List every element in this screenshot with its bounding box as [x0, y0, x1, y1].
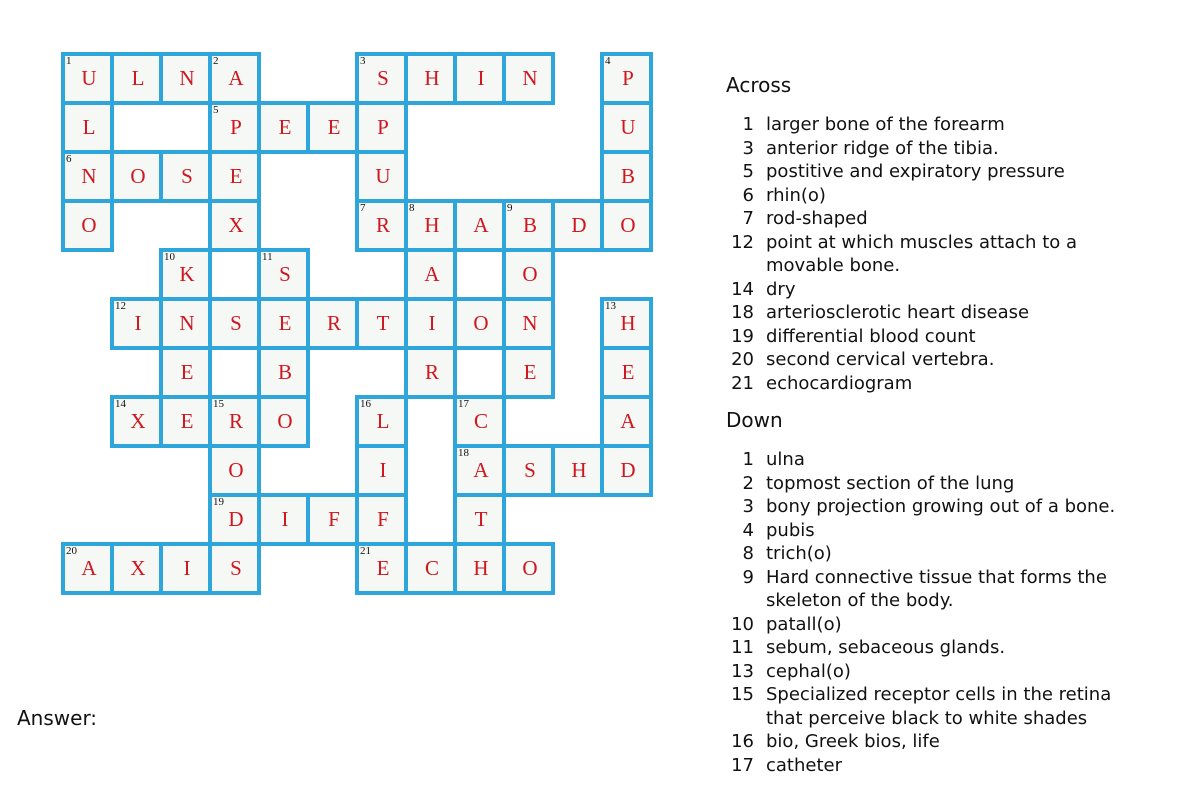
grid-cell[interactable]: [600, 444, 653, 497]
cell-letter: S: [279, 262, 291, 286]
clue-number: 3: [742, 496, 754, 517]
grid-cell[interactable]: [453, 199, 506, 252]
down-clue-10: [726, 613, 1136, 637]
cell-letter: X: [228, 213, 244, 237]
grid-cell[interactable]: [159, 52, 212, 105]
clue-number: 13: [731, 660, 754, 682]
grid-cell[interactable]: [600, 346, 653, 399]
grid-gap-cell: [453, 346, 506, 399]
grid-cell[interactable]: [110, 150, 163, 203]
grid-cell[interactable]: [355, 150, 408, 203]
grid-cell[interactable]: [208, 493, 261, 546]
down-clue-15: [726, 683, 1136, 730]
cell-letter: P: [230, 115, 242, 139]
grid-cell[interactable]: [551, 444, 604, 497]
cell-letter: R: [424, 360, 439, 384]
across-clue-7: [726, 207, 1136, 231]
clue-text: second cervical vertebra.: [766, 349, 995, 370]
cell-letter: X: [130, 409, 146, 433]
grid-cell[interactable]: [355, 542, 408, 595]
cell-letter: S: [181, 164, 193, 188]
clue-number: 18: [458, 447, 469, 459]
grid-cell[interactable]: [600, 199, 653, 252]
clue-number: 1: [742, 449, 754, 470]
grid-cell[interactable]: [257, 346, 310, 399]
grid-cell[interactable]: [159, 542, 212, 595]
cell-letter: H: [424, 213, 440, 237]
cell-letter: [457, 350, 502, 395]
clue-text: differential blood count: [766, 325, 976, 347]
clue-number: 3: [360, 55, 366, 67]
grid-cell[interactable]: [355, 444, 408, 497]
clue-number: 10: [731, 613, 754, 635]
clue-number: 18: [731, 302, 754, 323]
cell-letter: N: [179, 66, 195, 90]
clue-number: 8: [409, 202, 415, 214]
clue-number: 8: [742, 543, 754, 564]
grid-cell[interactable]: [355, 493, 408, 546]
cell-letter: L: [82, 115, 96, 139]
cell-letter: T: [376, 311, 390, 335]
cell-letter: H: [424, 66, 440, 90]
cell-letter: E: [180, 360, 194, 384]
across-clue-6: [726, 184, 1136, 208]
cell-letter: T: [474, 507, 488, 531]
cell-letter: O: [277, 409, 293, 433]
down-clue-17: [726, 754, 1136, 778]
clue-text: arteriosclerotic heart disease: [766, 302, 1030, 323]
grid-cell[interactable]: [208, 199, 261, 252]
cell-letter: A: [228, 66, 244, 90]
grid-cell[interactable]: [404, 52, 457, 105]
grid-cell[interactable]: [404, 542, 457, 595]
grid-cell[interactable]: [159, 150, 212, 203]
cell-letter: O: [473, 311, 489, 335]
cell-letter: [212, 252, 257, 297]
across-clue-20: [726, 348, 1136, 372]
grid-cell[interactable]: [502, 248, 555, 301]
clue-text: catheter: [766, 754, 842, 776]
cell-letter: E: [278, 115, 292, 139]
clue-number: 4: [742, 519, 754, 541]
cell-letter: B: [620, 164, 635, 188]
cell-letter: O: [522, 262, 538, 286]
cell-letter: [212, 350, 257, 395]
grid-cell[interactable]: [306, 101, 359, 154]
cell-letter: E: [327, 115, 341, 139]
clue-text: sebum, sebaceous glands.: [766, 637, 1006, 658]
grid-cell[interactable]: [208, 395, 261, 448]
cell-letter: X: [130, 556, 146, 580]
clue-text: echocardiogram: [766, 372, 913, 394]
grid-cell[interactable]: [208, 150, 261, 203]
grid-cell[interactable]: [453, 52, 506, 105]
grid-cell[interactable]: [208, 101, 261, 154]
grid-cell[interactable]: [600, 52, 653, 105]
clue-number: 17: [458, 398, 469, 410]
grid-cell[interactable]: [208, 542, 261, 595]
grid-cell[interactable]: [502, 199, 555, 252]
clue-number: 19: [731, 325, 754, 347]
clue-number: 6: [742, 184, 754, 206]
clue-text: Hard connective tissue that forms the skeleton of the body.: [766, 566, 1107, 611]
grid-cell[interactable]: [355, 395, 408, 448]
cell-letter: B: [522, 213, 537, 237]
down-clue-1: [726, 448, 1136, 472]
across-section: [726, 73, 1136, 395]
clue-number: 16: [731, 731, 754, 752]
cell-letter: R: [228, 409, 243, 433]
grid-cell[interactable]: [159, 346, 212, 399]
clue-text: ulna: [766, 449, 805, 470]
clue-number: 15: [731, 684, 754, 705]
grid-cell[interactable]: [404, 297, 457, 350]
clue-number: 1: [742, 114, 754, 135]
clue-text: postitive and expiratory pressure: [766, 161, 1065, 182]
clue-number: 4: [605, 55, 611, 67]
cell-letter: A: [81, 556, 97, 580]
grid-cell[interactable]: [404, 248, 457, 301]
cell-letter: O: [130, 164, 146, 188]
grid-cell[interactable]: [453, 297, 506, 350]
cell-letter: S: [230, 311, 242, 335]
cell-letter: U: [81, 66, 97, 90]
grid-cell[interactable]: [600, 297, 653, 350]
across-clue-1: [726, 113, 1136, 137]
clue-number: 9: [507, 202, 513, 214]
across-clue-19: [726, 325, 1136, 349]
cell-letter: D: [620, 458, 636, 482]
grid-cell[interactable]: [600, 395, 653, 448]
cell-letter: I: [477, 66, 485, 90]
grid-cell[interactable]: [453, 542, 506, 595]
clue-text: larger bone of the forearm: [766, 114, 1005, 135]
grid-cell[interactable]: [453, 444, 506, 497]
grid-cell[interactable]: [257, 395, 310, 448]
grid-cell[interactable]: [600, 150, 653, 203]
clue-text: point at which muscles attach to a movable bone.: [766, 231, 1078, 276]
cell-letter: R: [326, 311, 341, 335]
grid-cell[interactable]: [502, 444, 555, 497]
cell-letter: A: [620, 409, 636, 433]
cell-letter: O: [228, 458, 244, 482]
grid-cell[interactable]: [355, 101, 408, 154]
clue-number: 16: [360, 398, 371, 410]
grid-gap-cell: [208, 248, 261, 301]
clue-number: 15: [213, 398, 224, 410]
across-clue-3: [726, 137, 1136, 161]
cell-letter: O: [522, 556, 538, 580]
across-clue-18: [726, 301, 1136, 325]
down-clue-list: [726, 448, 1136, 777]
clue-number: 3: [742, 137, 754, 159]
clue-number: 12: [115, 300, 126, 312]
grid-cell[interactable]: [306, 297, 359, 350]
cell-letter: R: [375, 213, 390, 237]
grid-cell[interactable]: [257, 297, 310, 350]
cell-letter: E: [278, 311, 292, 335]
grid-cell[interactable]: [355, 297, 408, 350]
grid-cell[interactable]: [110, 542, 163, 595]
clue-number: 21: [731, 372, 754, 394]
clue-text: patall(o): [766, 613, 842, 635]
cell-letter: E: [523, 360, 537, 384]
cell-letter: H: [571, 458, 587, 482]
grid-cell[interactable]: [159, 248, 212, 301]
cell-letter: L: [131, 66, 145, 90]
grid-gap-cell: [453, 248, 506, 301]
cell-letter: O: [620, 213, 636, 237]
clue-number: 7: [742, 208, 754, 229]
across-clue-12: [726, 231, 1136, 278]
cell-letter: H: [620, 311, 636, 335]
cell-letter: I: [183, 556, 191, 580]
cell-letter: C: [473, 409, 488, 433]
clue-number: 20: [66, 545, 77, 557]
clue-text: pubis: [766, 519, 815, 541]
cell-letter: N: [522, 66, 538, 90]
cell-letter: U: [375, 164, 391, 188]
cell-letter: N: [179, 311, 195, 335]
grid-cell[interactable]: [61, 150, 114, 203]
clue-number: 5: [742, 161, 754, 182]
down-clue-9: [726, 566, 1136, 613]
clue-number: 7: [360, 202, 366, 214]
grid-cell[interactable]: [257, 493, 310, 546]
grid-cell[interactable]: [502, 346, 555, 399]
grid-cell[interactable]: [453, 493, 506, 546]
cell-letter: N: [81, 164, 97, 188]
across-clue-list: [726, 113, 1136, 395]
grid-cell[interactable]: [61, 542, 114, 595]
clue-text: topmost section of the lung: [766, 472, 1015, 494]
clue-text: rod-shaped: [766, 208, 868, 229]
clue-number: 14: [115, 398, 126, 410]
cell-letter: P: [622, 66, 634, 90]
grid-cell[interactable]: [404, 199, 457, 252]
cell-letter: E: [376, 556, 390, 580]
cell-letter: C: [424, 556, 439, 580]
cell-letter: S: [377, 66, 389, 90]
cell-letter: H: [473, 556, 489, 580]
cell-letter: S: [524, 458, 536, 482]
grid-cell[interactable]: [502, 297, 555, 350]
across-clue-5: [726, 160, 1136, 184]
cell-letter: F: [377, 507, 389, 531]
clue-text: rhin(o): [766, 184, 826, 206]
cell-letter: L: [376, 409, 390, 433]
grid-cell[interactable]: [110, 297, 163, 350]
grid-cell[interactable]: [257, 248, 310, 301]
clue-number: 1: [66, 55, 72, 67]
grid-cell[interactable]: [502, 52, 555, 105]
cell-letter: E: [229, 164, 243, 188]
clue-number: 19: [213, 496, 224, 508]
grid-cell[interactable]: [159, 395, 212, 448]
cell-letter: [457, 252, 502, 297]
cell-letter: E: [180, 409, 194, 433]
cell-letter: F: [328, 507, 340, 531]
cell-letter: U: [620, 115, 636, 139]
grid-cell[interactable]: [355, 199, 408, 252]
cell-letter: A: [424, 262, 440, 286]
cell-letter: I: [281, 507, 289, 531]
grid-cell[interactable]: [404, 346, 457, 399]
clue-text: cephal(o): [766, 660, 851, 682]
crossword-grid: [61, 52, 655, 597]
grid-cell[interactable]: [110, 395, 163, 448]
clue-number: 2: [213, 55, 219, 67]
grid-cell[interactable]: [110, 52, 163, 105]
down-heading: Down: [726, 408, 783, 432]
clue-number: 21: [360, 545, 371, 557]
clue-number: 20: [731, 349, 754, 370]
clue-number: 11: [262, 251, 273, 263]
down-section: [726, 408, 1136, 777]
clue-text: Specialized receptor cells in the retina that perceive black to white shades: [766, 684, 1112, 729]
clue-number: 5: [213, 104, 219, 116]
cell-letter: A: [473, 458, 489, 482]
across-clue-21: [726, 372, 1136, 396]
cell-letter: I: [379, 458, 387, 482]
clue-text: bio, Greek bios, life: [766, 731, 940, 752]
clue-number: 12: [731, 231, 754, 253]
clue-number: 13: [605, 300, 616, 312]
grid-cell[interactable]: [600, 101, 653, 154]
clue-text: dry: [766, 278, 796, 300]
grid-cell[interactable]: [551, 199, 604, 252]
cell-letter: B: [277, 360, 292, 384]
grid-cell[interactable]: [208, 444, 261, 497]
grid-cell[interactable]: [502, 542, 555, 595]
grid-cell[interactable]: [208, 297, 261, 350]
clue-number: 6: [66, 153, 72, 165]
cell-letter: O: [81, 213, 97, 237]
clue-number: 2: [742, 472, 754, 494]
answer-label: Answer:: [17, 706, 98, 730]
cell-letter: K: [179, 262, 195, 286]
clue-number: 11: [731, 637, 754, 658]
cell-letter: D: [228, 507, 244, 531]
down-clue-3: [726, 495, 1136, 519]
clue-text: bony projection growing out of a bone.: [766, 496, 1116, 517]
cell-letter: I: [134, 311, 142, 335]
clue-number: 14: [731, 278, 754, 300]
clue-number: 9: [742, 566, 754, 588]
cell-letter: I: [428, 311, 436, 335]
grid-cell[interactable]: [61, 52, 114, 105]
cell-letter: P: [377, 115, 389, 139]
grid-cell[interactable]: [61, 199, 114, 252]
across-clue-14: [726, 278, 1136, 302]
cell-letter: N: [522, 311, 538, 335]
down-clue-11: [726, 636, 1136, 660]
across-heading: Across: [726, 73, 792, 97]
grid-cell[interactable]: [355, 52, 408, 105]
grid-gap-cell: [208, 346, 261, 399]
grid-cell[interactable]: [453, 395, 506, 448]
clue-text: anterior ridge of the tibia.: [766, 137, 999, 159]
grid-cell[interactable]: [257, 101, 310, 154]
down-clue-2: [726, 472, 1136, 496]
clue-number: 10: [164, 251, 175, 263]
cell-letter: S: [230, 556, 242, 580]
cell-letter: A: [473, 213, 489, 237]
grid-cell[interactable]: [306, 493, 359, 546]
down-clue-8: [726, 542, 1136, 566]
down-clue-16: [726, 730, 1136, 754]
grid-cell[interactable]: [159, 297, 212, 350]
clue-number: 17: [731, 754, 754, 776]
cell-letter: E: [621, 360, 635, 384]
cell-letter: D: [571, 213, 587, 237]
down-clue-4: [726, 519, 1136, 543]
grid-cell[interactable]: [61, 101, 114, 154]
down-clue-13: [726, 660, 1136, 684]
clue-text: trich(o): [766, 543, 832, 564]
grid-cell[interactable]: [208, 52, 261, 105]
